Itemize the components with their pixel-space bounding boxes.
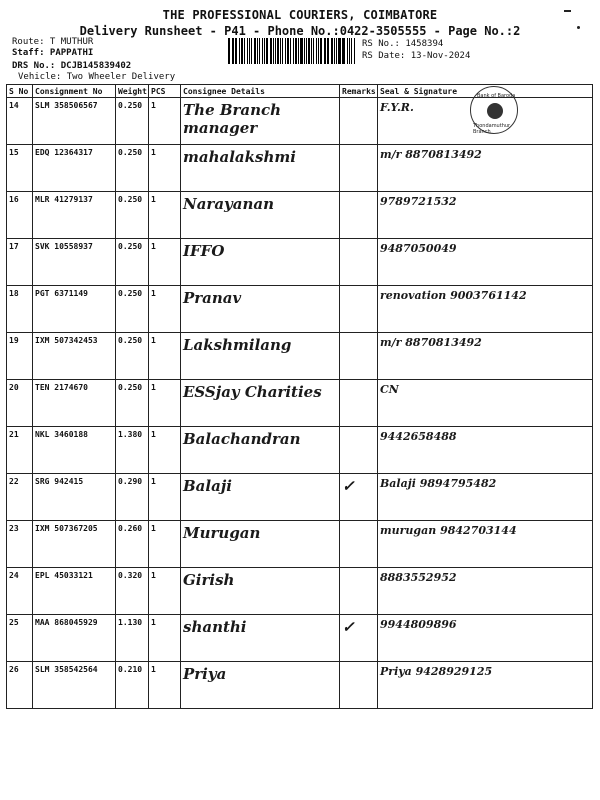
serial-number-cell: 26 [7, 662, 33, 709]
barcode-bar [282, 38, 283, 64]
signature-cell: Priya 9428929125 [378, 662, 593, 709]
weight-cell: 0.250 [116, 380, 149, 427]
signature-cell: m/r 8870813492 [378, 145, 593, 192]
weight-cell: 0.250 [116, 286, 149, 333]
table-row [7, 474, 593, 521]
barcode-bar [273, 38, 274, 64]
consignment-number-cell: SRG 942415 [33, 474, 116, 521]
barcode-bar [293, 38, 294, 64]
barcode-bar [239, 38, 240, 64]
barcode-bar [311, 38, 312, 64]
serial-number-cell: 25 [7, 615, 33, 662]
signature-cell: 9944809896 [378, 615, 593, 662]
remarks-cell [340, 662, 378, 709]
remarks-cell [340, 427, 378, 474]
pcs-cell: 1 [149, 98, 181, 145]
barcode-bar [331, 38, 333, 64]
table-row [7, 380, 593, 427]
consignee-cell: mahalakshmi [181, 145, 340, 192]
barcode-bar [347, 38, 348, 64]
consignment-number-cell: NKL 3460188 [33, 427, 116, 474]
table-row [7, 662, 593, 709]
company-title: THE PROFESSIONAL COURIERS, COIMBATORE [162, 8, 438, 22]
column-header: Consignment No [33, 85, 116, 98]
barcode-bar [254, 38, 256, 64]
barcode-bar [228, 38, 230, 64]
pcs-cell: 1 [149, 239, 181, 286]
barcode-bar [342, 38, 343, 64]
column-header: Remarks [340, 85, 378, 98]
consignee-cell: Girish [181, 568, 340, 615]
barcode-bar [295, 38, 297, 64]
barcode-bar [251, 38, 252, 64]
remarks-cell [340, 239, 378, 286]
signature-cell: 9442658488 [378, 427, 593, 474]
consignment-number-cell: MAA 868045929 [33, 615, 116, 662]
serial-number-cell: 22 [7, 474, 33, 521]
remarks-cell [340, 145, 378, 192]
column-header: PCS [149, 85, 181, 98]
barcode-bar [232, 38, 233, 64]
serial-number-cell: 14 [7, 98, 33, 145]
barcode-bar [334, 38, 335, 64]
runsheet-subtitle: Delivery Runsheet - P41 - Phone No.:0422-3505555 - Page No.:2 [79, 24, 521, 38]
corner-dot [577, 26, 580, 29]
weight-cell: 0.250 [116, 239, 149, 286]
barcode-bar [275, 38, 276, 64]
table-row [7, 145, 593, 192]
table-row [7, 286, 593, 333]
staff-label: Staff: PAPPATHI [12, 48, 94, 58]
table-row [7, 333, 593, 380]
barcode-bar [343, 38, 345, 64]
consignment-number-cell: EPL 45033121 [33, 568, 116, 615]
barcode-bar [287, 38, 289, 64]
pcs-cell: 1 [149, 380, 181, 427]
serial-number-cell: 21 [7, 427, 33, 474]
pcs-cell: 1 [149, 333, 181, 380]
pcs-cell: 1 [149, 474, 181, 521]
barcode-bar [351, 38, 353, 64]
rs-date: RS Date: 13-Nov-2024 [362, 51, 471, 61]
signature-cell: 9789721532 [378, 192, 593, 239]
table-row [7, 521, 593, 568]
weight-cell: 0.250 [116, 192, 149, 239]
barcode-bar [270, 38, 272, 64]
table-row [7, 427, 593, 474]
table-row [7, 615, 593, 662]
consignee-cell: Lakshmilang [181, 333, 340, 380]
consignee-cell: The Branch manager [181, 98, 340, 145]
barcode-bar [349, 38, 350, 64]
consignee-cell: Priya [181, 662, 340, 709]
consignee-cell: ESSjay Charities [181, 380, 340, 427]
barcode-bar [264, 38, 265, 64]
pcs-cell: 1 [149, 145, 181, 192]
consignment-number-cell: TEN 2174670 [33, 380, 116, 427]
barcode-bar [280, 38, 281, 64]
bank-logo-icon [487, 103, 503, 119]
barcode-bar [316, 38, 317, 64]
consignee-cell: Balaji [181, 474, 340, 521]
column-header: Weight [116, 85, 149, 98]
consignee-cell: Narayanan [181, 192, 340, 239]
signature-cell: Balaji 9894795482 [378, 474, 593, 521]
consignment-number-cell: PGT 6371149 [33, 286, 116, 333]
barcode-bar [290, 38, 291, 64]
remarks-cell [340, 521, 378, 568]
remarks-cell: ✓ [340, 474, 378, 521]
weight-cell: 0.250 [116, 98, 149, 145]
barcode-bar [244, 38, 246, 64]
consignment-number-cell: IXM 507367205 [33, 521, 116, 568]
barcode-bar [257, 38, 258, 64]
consignee-cell: Pranav [181, 286, 340, 333]
barcode-image [228, 38, 356, 64]
consignment-number-cell: SVK 10558937 [33, 239, 116, 286]
rs-number: RS No.: 1458394 [362, 39, 444, 49]
signature-cell: 8883552952 [378, 568, 593, 615]
serial-number-cell: 23 [7, 521, 33, 568]
table-row [7, 568, 593, 615]
barcode-bar [320, 38, 322, 64]
consignee-cell: Balachandran [181, 427, 340, 474]
serial-number-cell: 18 [7, 286, 33, 333]
signature-cell: m/r 8870813492 [378, 333, 593, 380]
runsheet-table [6, 84, 593, 709]
barcode-bar [277, 38, 279, 64]
barcode-bar [241, 38, 243, 64]
column-header: S No [7, 85, 33, 98]
barcode-bar [298, 38, 299, 64]
consignment-number-cell: MLR 41279137 [33, 192, 116, 239]
serial-number-cell: 19 [7, 333, 33, 380]
consignee-cell: IFFO [181, 239, 340, 286]
barcode-bar [285, 38, 287, 64]
barcode-bar [300, 38, 302, 64]
table-row [7, 239, 593, 286]
barcode-bar [328, 38, 329, 64]
barcode-bar [354, 38, 355, 64]
pcs-cell: 1 [149, 521, 181, 568]
pcs-cell: 1 [149, 286, 181, 333]
barcode-bar [327, 38, 328, 64]
barcode-bar [249, 38, 250, 64]
barcode-bar [259, 38, 261, 64]
barcode-bar [336, 38, 337, 64]
stamp-text-top: Bank of Baroda [477, 93, 516, 99]
remarks-cell [340, 192, 378, 239]
weight-cell: 1.130 [116, 615, 149, 662]
barcode-bar [247, 38, 248, 64]
barcode-bar [318, 38, 319, 64]
remarks-cell: ✓ [340, 615, 378, 662]
barcode-bar [266, 38, 268, 64]
barcode-bar [304, 38, 305, 64]
weight-cell: 0.290 [116, 474, 149, 521]
table-row [7, 192, 593, 239]
pcs-cell: 1 [149, 568, 181, 615]
barcode-bar [306, 38, 307, 64]
vehicle-label: Vehicle: Two Wheeler Delivery [18, 72, 176, 82]
corner-mark [564, 10, 571, 12]
weight-cell: 0.250 [116, 145, 149, 192]
remarks-cell [340, 333, 378, 380]
weight-cell: 0.320 [116, 568, 149, 615]
remarks-cell [340, 286, 378, 333]
serial-number-cell: 20 [7, 380, 33, 427]
weight-cell: 0.250 [116, 333, 149, 380]
consignment-number-cell: EDQ 12364317 [33, 145, 116, 192]
remarks-cell [340, 380, 378, 427]
barcode-bar [338, 38, 340, 64]
pcs-cell: 1 [149, 192, 181, 239]
serial-number-cell: 24 [7, 568, 33, 615]
drs-number: DRS No.: DCJB145839402 [12, 61, 132, 71]
weight-cell: 0.260 [116, 521, 149, 568]
serial-number-cell: 15 [7, 145, 33, 192]
barcode-bar [233, 38, 234, 64]
stamp-text-bottom: Thondamuthur Branch [473, 123, 511, 135]
consignee-cell: shanthi [181, 615, 340, 662]
column-header: Seal & Signature [378, 85, 593, 98]
consignment-number-cell: SLM 358542564 [33, 662, 116, 709]
serial-number-cell: 17 [7, 239, 33, 286]
route-label: Route: T MUTHUR [12, 37, 94, 47]
signature-cell: CN [378, 380, 593, 427]
barcode-bar [308, 38, 310, 64]
signature-cell: F.Y.R. [378, 98, 593, 145]
remarks-cell [340, 568, 378, 615]
bank-seal-stamp [470, 86, 518, 134]
signature-cell: renovation 9003761142 [378, 286, 593, 333]
remarks-cell [340, 98, 378, 145]
signature-cell: murugan 9842703144 [378, 521, 593, 568]
column-header: Consignee Details [181, 85, 340, 98]
barcode-bar [324, 38, 326, 64]
serial-number-cell: 16 [7, 192, 33, 239]
signature-cell: 9487050049 [378, 239, 593, 286]
consignee-cell: Murugan [181, 521, 340, 568]
consignment-number-cell: IXM 507342453 [33, 333, 116, 380]
consignment-number-cell: SLM 358506567 [33, 98, 116, 145]
barcode-bar [262, 38, 263, 64]
pcs-cell: 1 [149, 615, 181, 662]
barcode-bar [313, 38, 315, 64]
weight-cell: 0.210 [116, 662, 149, 709]
pcs-cell: 1 [149, 427, 181, 474]
weight-cell: 1.380 [116, 427, 149, 474]
barcode-bar [235, 38, 237, 64]
pcs-cell: 1 [149, 662, 181, 709]
